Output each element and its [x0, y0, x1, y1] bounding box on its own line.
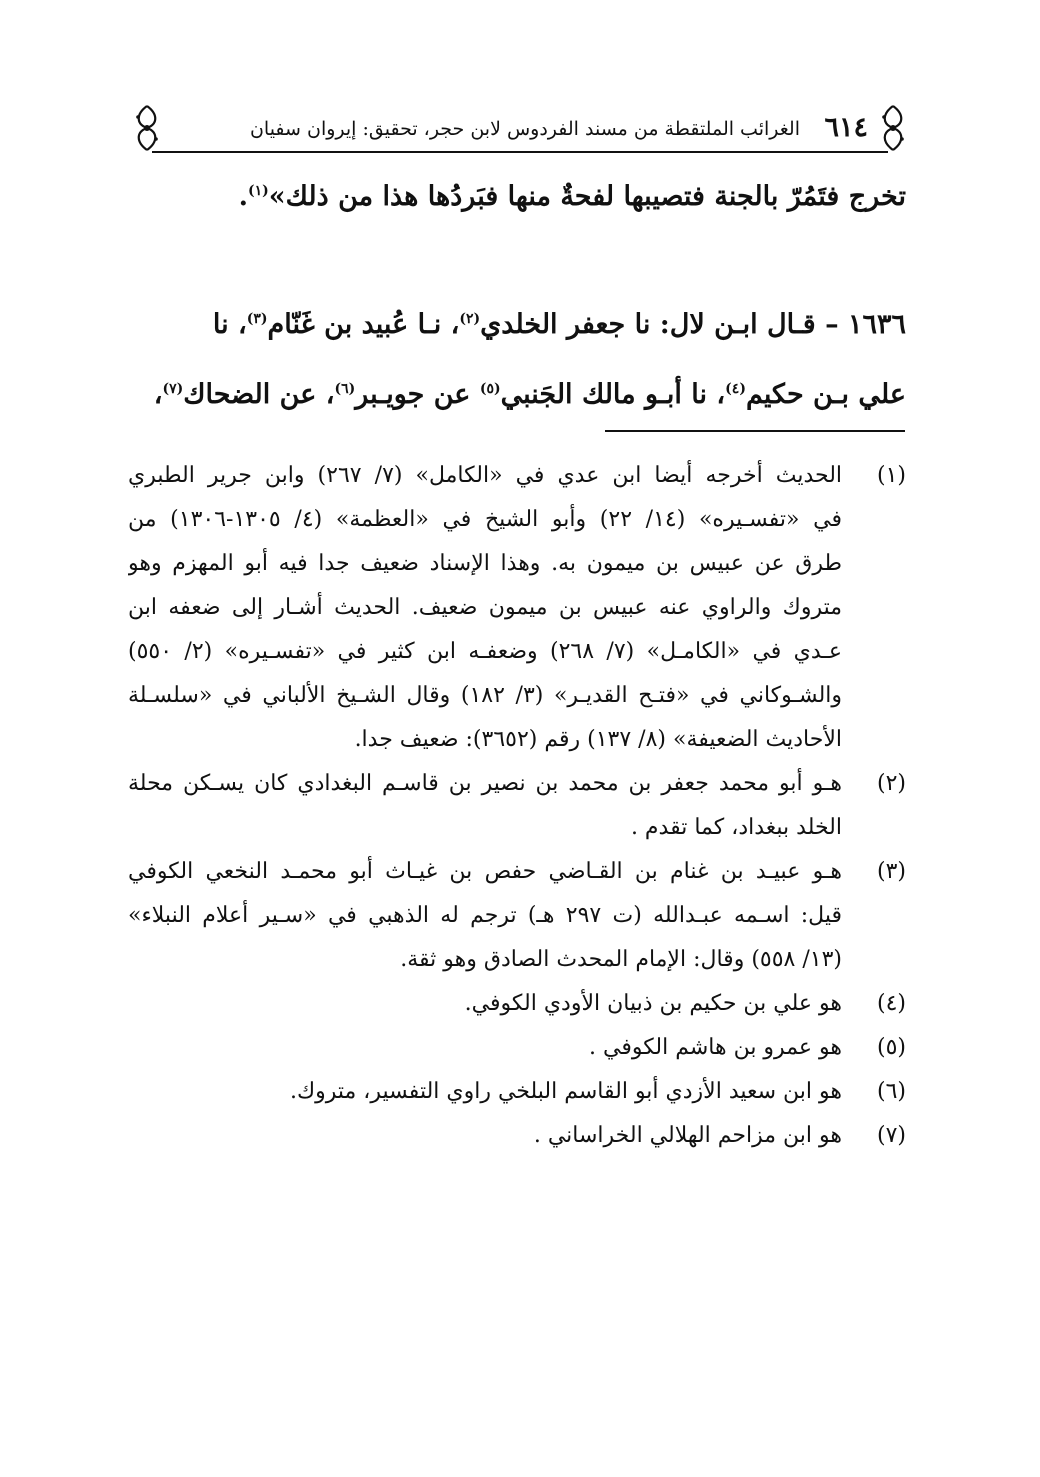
footnote-ref: (٢) — [459, 311, 481, 327]
footnotes — [128, 454, 906, 1158]
footnote-line: هو ابن مزاحم الهلالي الخراساني . — [533, 1123, 842, 1148]
footnote-line: الأحاديث الضعيفة» (٨/ ١٣٧) رقم (٣٦٥٢): ضعيف جدا. — [354, 727, 842, 752]
footnote-line: (١٣/ ٥٥٨) وقال: الإمام المحدث الصادق وهو ثقة. — [400, 947, 842, 972]
footnote-ref: (٧) — [162, 381, 184, 397]
footnote-line: طرق عن عبيس بن ميمون به. وهذا الإسناد ضعيف جدا فيه أبو المهزم وهو — [128, 551, 842, 576]
footnote-separator — [605, 430, 905, 432]
footnote-line: قيل: اسـمه عبـدالله (ت ٢٩٧ هـ) ترجم له الذهبي في «سـير أعلام النبلاء» — [128, 903, 842, 928]
footnote-item — [128, 1114, 906, 1158]
header-rule — [152, 151, 888, 153]
footnote-line: هو ابن سعيد الأزدي أبو القاسم البلخي راوي التفسير، متروك. — [290, 1079, 842, 1104]
footnote-line: هـو عبيـد بن غنام بن القـاضي حفص بن غيـاث أبو محمـد النخعي الكوفي — [128, 859, 842, 884]
main-text — [128, 168, 906, 430]
footnote-item — [128, 454, 906, 762]
footnote-number: (٦) — [876, 1079, 906, 1104]
footnote-item — [128, 762, 906, 850]
footnote-number: (١) — [876, 463, 906, 488]
footnote-ref: (٤) — [725, 381, 746, 397]
footnote-ref: (٥) — [479, 381, 501, 397]
footnote-line: هـو أبو محمد جعفر بن محمد بن نصير بن قاسـم البغدادي كان يسـكن محلة — [128, 771, 842, 796]
ornament-icon — [130, 104, 164, 152]
footnote-number: (٤) — [876, 991, 906, 1016]
footnote-item — [128, 1026, 906, 1070]
footnote-ref: (٦) — [334, 381, 356, 397]
footnote-number: (٣) — [876, 859, 906, 884]
running-title: الغرائب الملتقطة من مسند الفردوس لابن حجر، تحقيق: إيروان سفيان — [249, 118, 800, 140]
text-line: تخرج فتَمُرّ بالجنة فتصيبها لفحةٌ منها فبَردُها هذا من ذلك»$^{(١)}$. — [238, 181, 906, 212]
footnote-item — [128, 982, 906, 1026]
hadith-chain-line: علي بـن حكيم$^{(٤)}$، نا أبـو مالك الجَنبي$^{(٥)}$ عن جويـبر$^{(٦)}$، عن الضحاك$^{(٧)}$، — [153, 379, 906, 410]
footnote-item — [128, 850, 906, 982]
footnote-ref: (١) — [248, 183, 269, 199]
footnote-item — [128, 1070, 906, 1114]
page-number: ٦١٤ — [824, 112, 868, 143]
footnote-number: (٢) — [876, 771, 906, 796]
hadith-chain-line: ١٦٣٦ – قـال ابـن لال: نا جعفر الخلدي$^{(٢)}$، نـا عُبيد بن غَنّام$^{(٣)}$، نا — [212, 309, 906, 340]
ornament-icon — [876, 104, 910, 152]
footnote-line: هو علي بن حكيم بن ذبيان الأودي الكوفي. — [464, 991, 842, 1016]
footnote-line: عـدي في «الكامـل» (٧/ ٢٦٨) وضعفـه ابن كثير في «تفسـيره» (٢/ ٥٥٠) — [128, 639, 842, 664]
footnote-line: الحديث أخرجه أيضا ابن عدي في «الكامل» (٧/ ٢٦٧) وابن جرير الطبري — [128, 463, 842, 488]
footnote-line: متروك والراوي عنه عبيس بن ميمون ضعيف. الحديث أشـار إلى ضعفه ابن — [128, 595, 842, 620]
footnote-ref: (٣) — [246, 311, 268, 327]
footnote-line: هو عمرو بن هاشم الكوفي . — [589, 1035, 842, 1060]
footnote-number: (٥) — [876, 1035, 906, 1060]
footnote-number: (٧) — [876, 1123, 906, 1148]
footnote-line: والشـوكاني في «فتـح القديـر» (٣/ ١٨٢) وقال الشـيخ الألباني في «سلسـلة — [128, 683, 842, 708]
footnote-line: الخلد ببغداد، كما تقدم . — [630, 815, 842, 840]
footnote-line: في «تفسـيره» (١٤/ ٢٢) وأبو الشيخ في «العظمة» (٤/ ١٣٠٥-١٣٠٦) من — [128, 507, 842, 532]
running-header — [130, 100, 910, 158]
